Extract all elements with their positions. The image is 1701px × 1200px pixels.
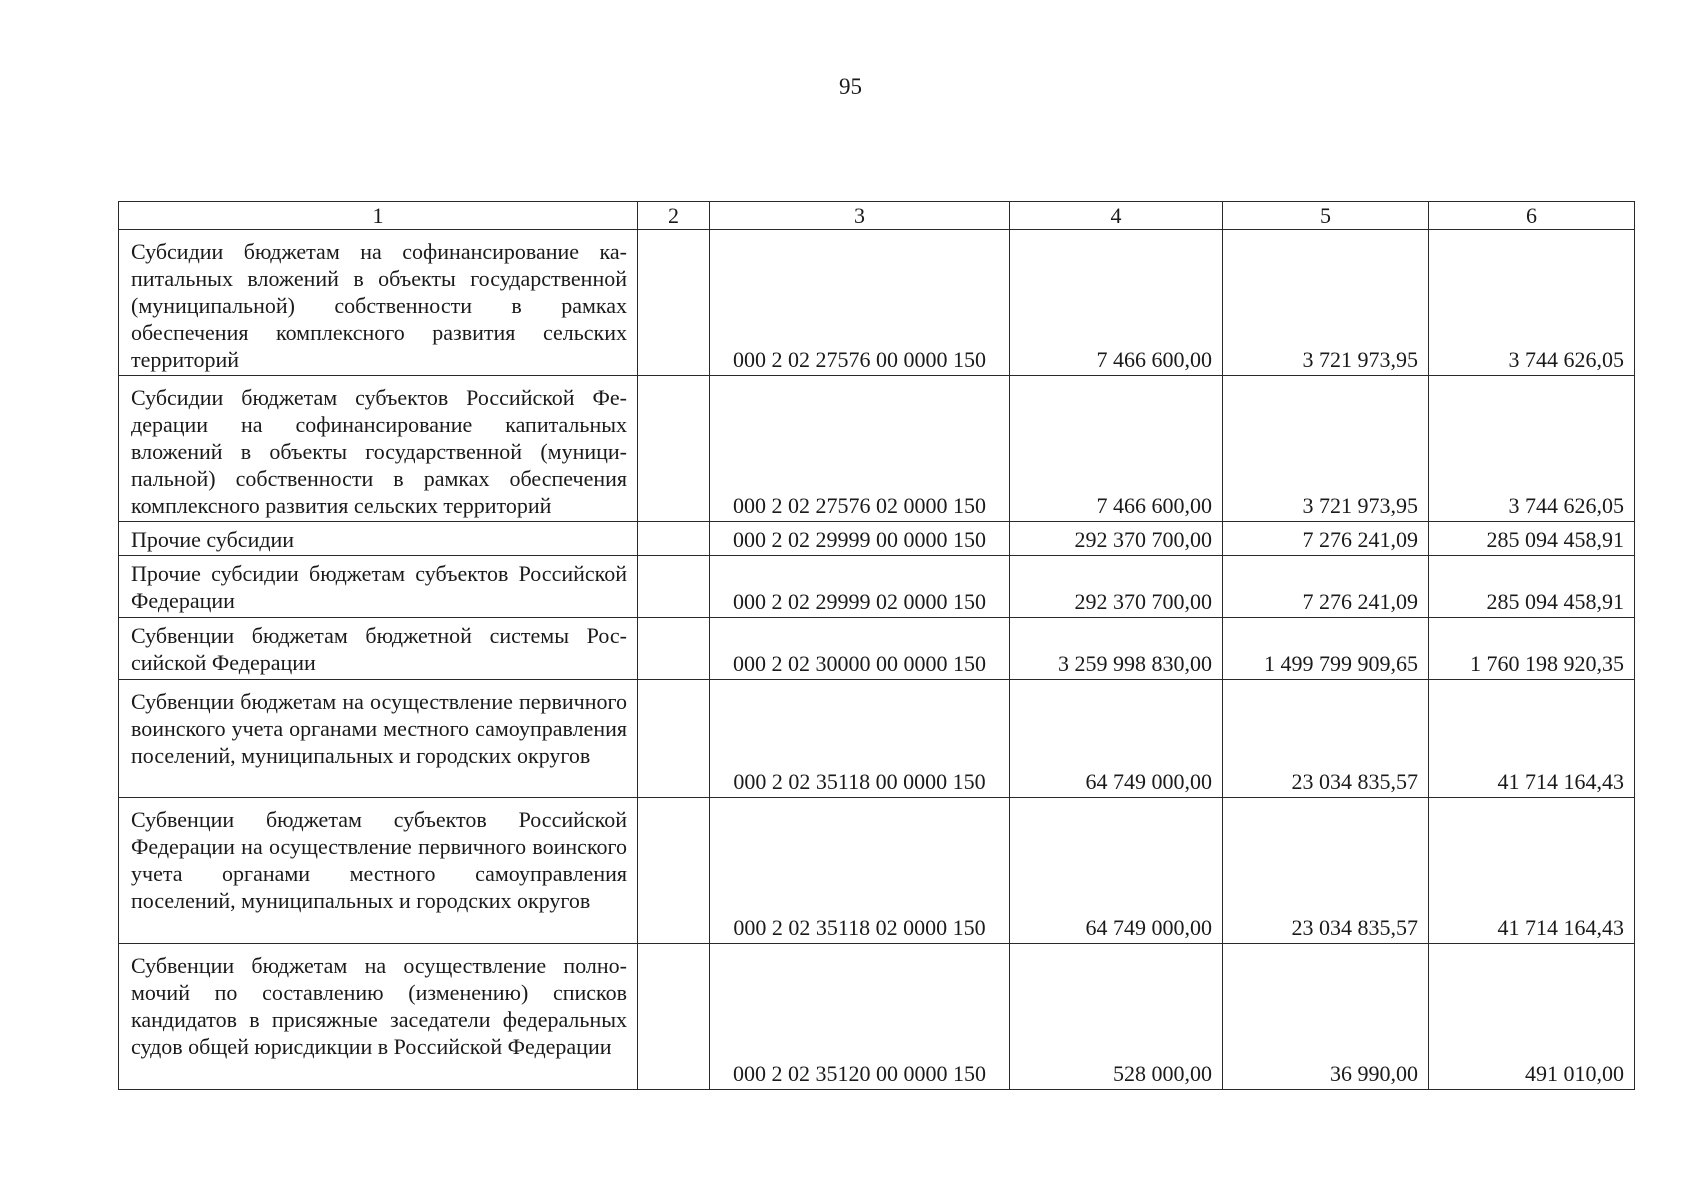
table-row bbox=[119, 522, 1635, 556]
table-row bbox=[119, 618, 1635, 680]
row-col5-value: 3 721 973,95 bbox=[1223, 376, 1429, 522]
row-col5-value: 23 034 835,57 bbox=[1223, 680, 1429, 798]
column-header-2: 2 bbox=[638, 202, 710, 230]
row-col6-value: 285 094 458,91 bbox=[1429, 522, 1635, 556]
row-description: Субвенции бюджетам субъектов Российской Федерации на осуществление первичного воинского учета органами местного самоуправления поселений, муниципальных и городских округов bbox=[119, 798, 638, 944]
row-col2 bbox=[638, 230, 710, 376]
table-row bbox=[119, 376, 1635, 522]
row-col5-value: 36 990,00 bbox=[1223, 944, 1429, 1090]
row-col6-value: 491 010,00 bbox=[1429, 944, 1635, 1090]
row-budget-code: 000 2 02 27576 00 0000 150 bbox=[710, 230, 1010, 376]
row-col4-value: 528 000,00 bbox=[1010, 944, 1223, 1090]
row-description: Субвенции бюджетам бюджетной системы Российской Федерации bbox=[119, 618, 638, 680]
column-header-3: 3 bbox=[710, 202, 1010, 230]
row-budget-code: 000 2 02 29999 02 0000 150 bbox=[710, 556, 1010, 618]
row-col4-value: 292 370 700,00 bbox=[1010, 522, 1223, 556]
row-col2 bbox=[638, 522, 710, 556]
row-budget-code: 000 2 02 35118 02 0000 150 bbox=[710, 798, 1010, 944]
row-budget-code: 000 2 02 27576 02 0000 150 bbox=[710, 376, 1010, 522]
row-col5-value: 1 499 799 909,65 bbox=[1223, 618, 1429, 680]
row-col4-value: 3 259 998 830,00 bbox=[1010, 618, 1223, 680]
row-col4-value: 64 749 000,00 bbox=[1010, 680, 1223, 798]
column-header-6: 6 bbox=[1429, 202, 1635, 230]
row-col5-value: 3 721 973,95 bbox=[1223, 230, 1429, 376]
row-col5-value: 7 276 241,09 bbox=[1223, 556, 1429, 618]
table-row bbox=[119, 230, 1635, 376]
row-col4-value: 64 749 000,00 bbox=[1010, 798, 1223, 944]
budget-table bbox=[118, 201, 1635, 1090]
column-header-5: 5 bbox=[1223, 202, 1429, 230]
table-header-row bbox=[119, 202, 1635, 230]
row-description: Прочие субсидии бюджетам субъектов Российской Федерации bbox=[119, 556, 638, 618]
row-budget-code: 000 2 02 35120 00 0000 150 bbox=[710, 944, 1010, 1090]
row-col6-value: 3 744 626,05 bbox=[1429, 230, 1635, 376]
table-row bbox=[119, 798, 1635, 944]
row-col2 bbox=[638, 556, 710, 618]
row-col6-value: 41 714 164,43 bbox=[1429, 798, 1635, 944]
row-budget-code: 000 2 02 30000 00 0000 150 bbox=[710, 618, 1010, 680]
row-col2 bbox=[638, 618, 710, 680]
table-row bbox=[119, 944, 1635, 1090]
row-col6-value: 1 760 198 920,35 bbox=[1429, 618, 1635, 680]
row-col2 bbox=[638, 944, 710, 1090]
row-col4-value: 7 466 600,00 bbox=[1010, 230, 1223, 376]
row-col6-value: 41 714 164,43 bbox=[1429, 680, 1635, 798]
row-budget-code: 000 2 02 35118 00 0000 150 bbox=[710, 680, 1010, 798]
table-row bbox=[119, 680, 1635, 798]
row-col4-value: 292 370 700,00 bbox=[1010, 556, 1223, 618]
row-col5-value: 7 276 241,09 bbox=[1223, 522, 1429, 556]
row-col4-value: 7 466 600,00 bbox=[1010, 376, 1223, 522]
row-col2 bbox=[638, 680, 710, 798]
row-col6-value: 3 744 626,05 bbox=[1429, 376, 1635, 522]
row-description: Субсидии бюджетам субъектов Российской Федерации на софинансирование капитальных вложений в объекты государственной (муниципальной) собственности в рамках обеспечения комплексного развития сельских территорий bbox=[119, 376, 638, 522]
row-description: Прочие субсидии bbox=[119, 522, 638, 556]
column-header-4: 4 bbox=[1010, 202, 1223, 230]
row-description: Субвенции бюджетам на осуществление первичного воинского учета органами местного самоуправления поселений, муниципальных и городских округов bbox=[119, 680, 638, 798]
row-col5-value: 23 034 835,57 bbox=[1223, 798, 1429, 944]
column-header-1: 1 bbox=[119, 202, 638, 230]
row-description: Субсидии бюджетам на софинансирование капитальных вложений в объекты государственной (муниципальной) собственности в рамках обеспечения комплексного развития сельских территорий bbox=[119, 230, 638, 376]
row-col2 bbox=[638, 376, 710, 522]
row-col6-value: 285 094 458,91 bbox=[1429, 556, 1635, 618]
row-budget-code: 000 2 02 29999 00 0000 150 bbox=[710, 522, 1010, 556]
table-row bbox=[119, 556, 1635, 618]
row-description: Субвенции бюджетам на осуществление полномочий по составлению (изменению) списков кандидатов в присяжные заседатели федеральных судов общей юрисдикции в Российской Федерации bbox=[119, 944, 638, 1090]
page-number: 95 bbox=[839, 74, 862, 99]
row-col2 bbox=[638, 798, 710, 944]
